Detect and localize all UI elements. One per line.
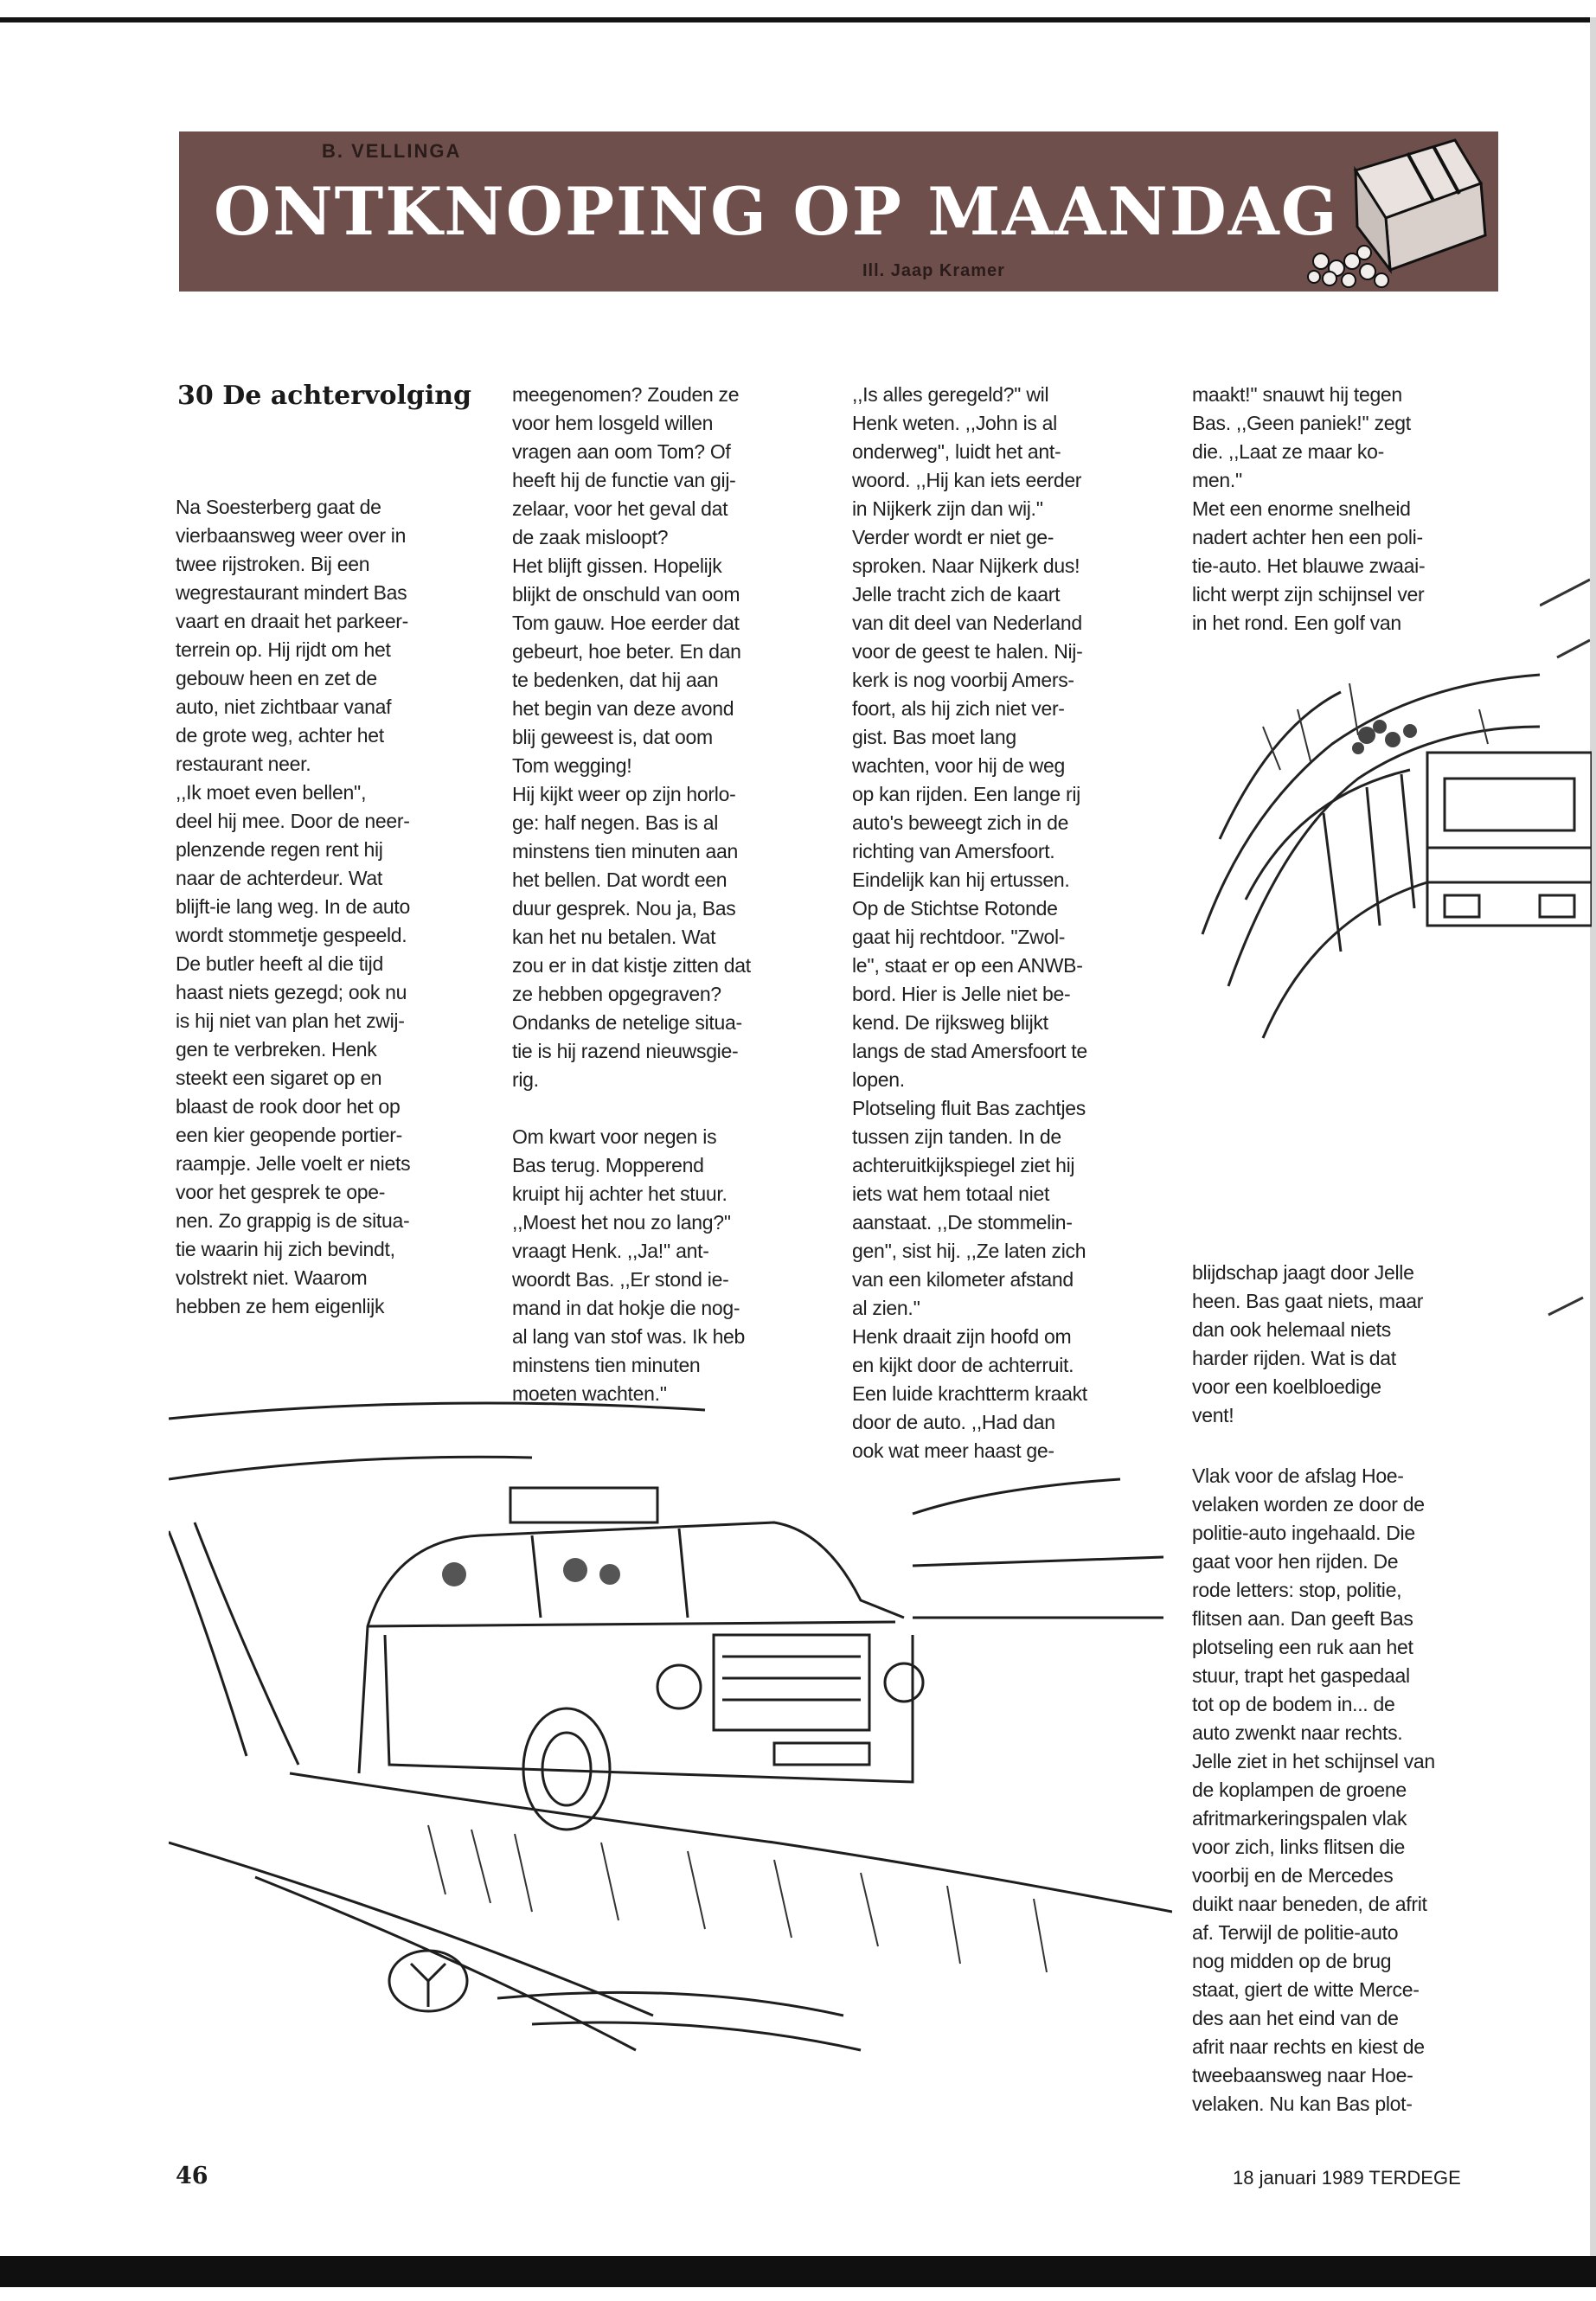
page-title: ONTKNOPING OP MAANDAG: [214, 173, 1339, 250]
text-column-4-middle: blijdschap jaagt door Jelle heen. Bas gaat niets, maar dan ook helemaal niets harder rijden. Wat is dat voor een koelbloedige vent!: [1192, 1261, 1424, 1426]
scan-border-top: [0, 17, 1596, 22]
page-number: 46: [176, 2163, 208, 2189]
edge-illustration-fragment: [1540, 554, 1590, 1332]
issue-date: 18 januari 1989 TERDEGE: [1233, 2167, 1461, 2189]
truck-bridge-illustration: [1194, 554, 1592, 1246]
text-column-4-bottom: Vlak voor de afslag Hoe- velaken worden ze door de politie-auto ingehaald. Die gaat voor hen rijden. De rode letters: stop, politie, flitsen aan. Dan geeft Bas plotseling een ruk aan het stuur, trapt het gaspedaal tot op de bodem in... de auto zwenkt naar rechts. Jelle ziet in het schijnsel van de koplampen de groene afritmarkeringspalen vlak voor zich, links flitsen die voorbij en de Mercedes duikt naar beneden, de afrit af. Terwijl de politie-auto nog midden op de brug staat, giert de witte Merce- des aan het eind van de afrit naar rechts en kiest de tweebaansweg naar Hoe- velaken. Nu kan Bas plot-: [1192, 1465, 1435, 2115]
treasure-chest-illustration: [1304, 131, 1498, 292]
chapter-title: 30 De achtervolging: [177, 381, 472, 411]
text-column-4-top: maakt!'' snauwt hij tegen Bas. ,,Geen paniek!'' zegt die. ,,Laat ze maar ko- men.'' Met een enorme snelheid nadert achter hen een poli- tie-auto. Het blauwe zwaai- licht werpt zijn schijnsel ver in het rond. Een golf van: [1192, 383, 1426, 634]
police-car-chase-illustration: [169, 1358, 1172, 2119]
text-column-3: ,,Is alles geregeld?'' wil Henk weten. ,,John is al onderweg'', luidt het ant- woord. ,,Hij kan iets eerder in Nijkerk zijn dan wij.'' Verder wordt er niet ge- sproken. Naar Nijkerk dus! Jelle tracht zich de kaart van dit deel van Nederland voor de geest te halen. Nij- kerk is nog voorbij Amers- foort, als hij zich niet ver- gist. Bas moet lang wachten, voor hij de weg op kan rijden. Een lange rij auto's beweegt zich in de richting van Amersfoort. Eindelijk kan hij ertussen. Op de Stichtse Rotonde gaat hij rechtdoor. ''Zwol- le'', staat er op een ANWB- bord. Hier is Jelle niet be- kend. De rijksweg blijkt langs de stad Amersfoort te lopen. Plotseling fluit Bas zachtjes tussen zijn tanden. In de achteruitkijkspiegel ziet hij iets wat hem totaal niet aanstaat. ,,De stommelin- gen'', sist hij. ,,Ze laten zich van een kilometer afstand al zien.'' Henk draait zijn hoofd om en kijkt door de achterruit. Een luide krachtterm kraakt door de auto. ,,Had dan ook wat meer haast ge-: [852, 383, 1087, 1462]
author-credit: B. VELLINGA: [322, 140, 462, 162]
title-banner: [179, 131, 1498, 292]
text-column-1: Na Soesterberg gaat de vierbaansweg weer over in twee rijstroken. Bij een wegrestaurant mindert Bas vaart en draait het parkeer- terrein op. Hij rijdt om het gebouw heen en zet de auto, niet zichtbaar vanaf de grote weg, achter het restaurant neer. ,,Ik moet even bellen'', deel hij mee. Door de neer- plenzende regen rent hij naar de achterdeur. Wat blijft-ie lang weg. In de auto wordt stommetje gespeeld. De butler heeft al die tijd haast niets gezegd; ook nu is hij niet van plan het zwij- gen te verbreken. Henk steekt een sigaret op en blaast de rook door het op een kier geopende portier- raampje. Jelle voelt er niets voor het gesprek te ope- nen. Zo grappig is de situa- tie waarin hij zich bevindt, volstrekt niet. Waarom hebben ze hem eigenlijk: [176, 496, 411, 1317]
illustrator-credit: Ill. Jaap Kramer: [862, 261, 1005, 280]
scan-border-bottom: [0, 2256, 1596, 2287]
text-column-2: meegenomen? Zouden ze voor hem losgeld willen vragen aan oom Tom? Of heeft hij de functie van gij- zelaar, voor het geval dat de zaak misloopt? Het blijft gissen. Hopelijk blijkt de onschuld van oom Tom gauw. Hoe eerder dat gebeurt, hoe beter. En dan te bedenken, dat hij aan het begin van deze avond blij geweest is, dat oom Tom wegging! Hij kijkt weer op zijn horlo- ge: half negen. Bas is al minstens tien minuten aan het bellen. Dat wordt een duur gesprek. Nou ja, Bas kan het nu betalen. Wat zou er in dat kistje zitten dat ze hebben opgegraven? Ondanks de netelige situa- tie is hij razend nieuwsgie- rig. Om kwart voor negen is Bas terug. Mopperend kruipt hij achter het stuur. ,,Moest het nou zo lang?'' vraagt Henk. ,,Ja!'' ant- woordt Bas. ,,Er stond ie- mand in dat hokje die nog- al lang van stof was. Ik heb minstens tien minuten moeten wachten.'': [512, 383, 751, 1405]
